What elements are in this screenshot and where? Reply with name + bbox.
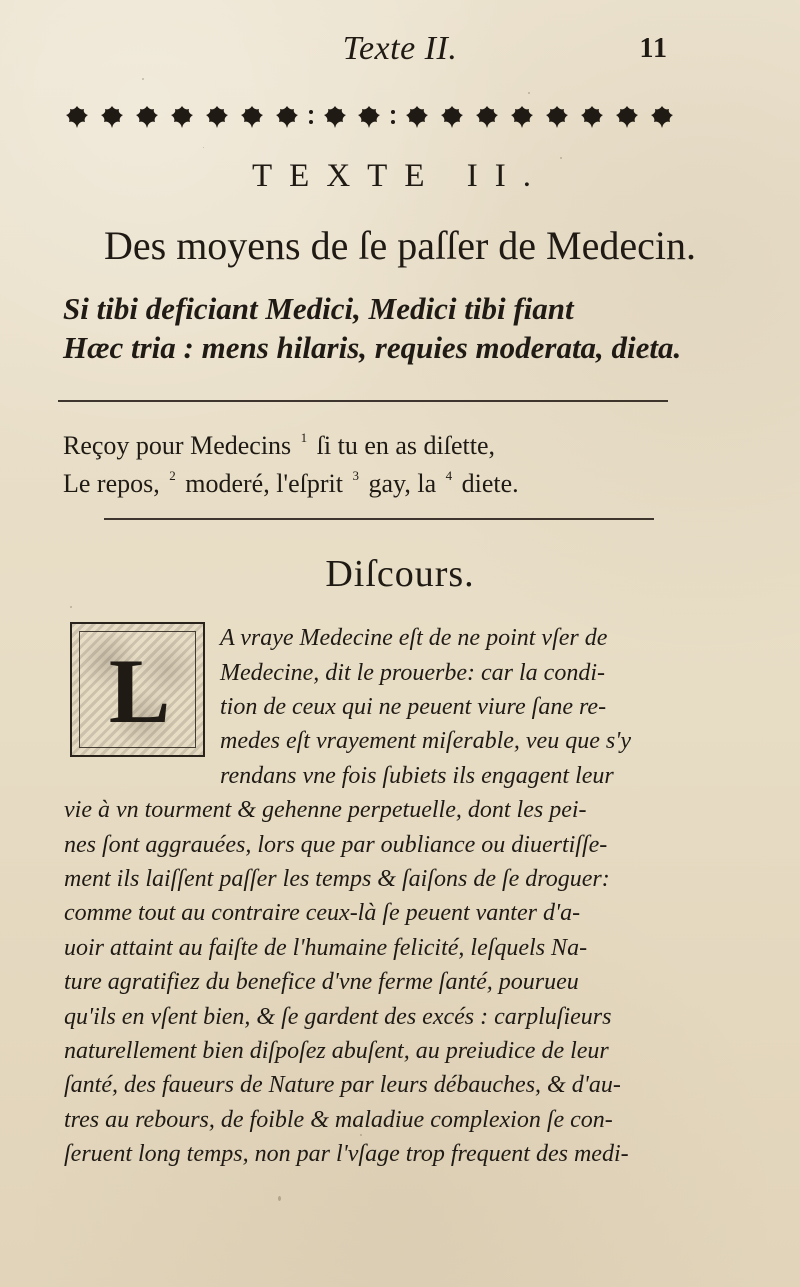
fleuron-icon [238, 103, 266, 131]
horizontal-rule [104, 518, 654, 520]
body-line: ment ils laiſſent paſſer les temps & ſaiſons de ſe droguer: [64, 866, 610, 892]
fleuron-icon [508, 103, 536, 131]
body-line: A vraye Medecine eſt de ne point vſer de [220, 625, 608, 651]
body-line: medes eſt vrayement miſerable, veu que s'y [220, 728, 631, 754]
body-line: tion de ceux qui ne peuent viure ſane re- [220, 694, 607, 720]
fleuron-icon [613, 103, 641, 131]
fleuron-icon [438, 103, 466, 131]
body-line: tres au rebours, de foible & maladiue complexion ſe con- [64, 1107, 613, 1133]
fleuron-icon [578, 103, 606, 131]
body-line: comme tout au contraire ceux-là ſe peuent vanter d'a- [64, 900, 581, 926]
section-subtitle: Des moyens de ſe paſſer de Medecin. [103, 223, 696, 268]
section-title: TEXTE II. [252, 158, 548, 194]
french-line1-end: ſi tu en as diſette, [316, 431, 496, 460]
body-line: ſeruent long temps, non par l'vſage trop frequent des medi- [64, 1141, 629, 1167]
body-line: Medecine, dit le prouerbe: car la condi- [220, 660, 605, 686]
body-line: ture agratifiez du benefice d'vne ferme ſanté, pourueu [64, 969, 579, 995]
ornament-separator [308, 108, 314, 126]
footnote-ref: 1 [300, 430, 308, 446]
fleuron-icon [273, 103, 301, 131]
footnote-ref: 4 [445, 468, 453, 484]
french-line2-middle: moderé, l'eſprit [185, 469, 343, 498]
ornament-band [63, 102, 676, 132]
latin-verse-line: Hæc tria : mens hilaris, requies moderata, dieta. [63, 330, 682, 365]
fleuron-icon [543, 103, 571, 131]
fleuron-icon [203, 103, 231, 131]
initial-letter: L [108, 640, 171, 742]
fleuron-icon [63, 103, 91, 131]
fleuron-icon [648, 103, 676, 131]
body-line: rendans vne fois ſubiets ils engagent leur [220, 763, 614, 789]
fleuron-icon [403, 103, 431, 131]
body-line: qu'ils en vſent bien, & ſe gardent des excés : carpluſieurs [64, 1004, 612, 1030]
fleuron-icon [133, 103, 161, 131]
body-line: ſanté, des faueurs de Nature par leurs débauches, & d'au- [64, 1072, 621, 1098]
french-line1-start: Reçoy pour Medecins [63, 431, 292, 460]
body-line: vie à vn tourment & gehenne perpetuelle, dont les pei- [64, 797, 587, 823]
page-number: 11 [639, 33, 668, 64]
paper-speck [142, 78, 144, 80]
footnote-ref: 3 [352, 468, 359, 484]
fleuron-icon [355, 103, 383, 131]
french-line2-end: diete. [461, 469, 519, 498]
fleuron-icon [168, 103, 196, 131]
paper-speck [528, 92, 530, 94]
running-header-title: Texte II. [342, 30, 458, 67]
discourse-title: Diſcours. [325, 553, 475, 595]
paper-speck [360, 1134, 362, 1136]
body-line: uoir attaint au faiſte de l'humaine felicité, leſquels Na- [64, 935, 588, 961]
ornament-separator [390, 108, 396, 126]
fleuron-icon [98, 103, 126, 131]
body-line: nes ſont aggrauées, lors que par oubliance ou diuertiſſe- [64, 832, 608, 858]
paper-speck [203, 147, 204, 148]
french-verse-line-2 [63, 470, 519, 499]
decorated-initial [70, 622, 205, 757]
fleuron-icon [473, 103, 501, 131]
french-line2-start: Le repos, [63, 469, 160, 498]
paper-speck [70, 606, 72, 608]
footnote-ref: 2 [169, 468, 176, 484]
body-line: naturellement bien diſpoſez abuſent, au preiudice de leur [64, 1038, 609, 1064]
french-line2-middle: gay, la [368, 469, 437, 498]
latin-verse-line: Si tibi deficiant Medici, Medici tibi fiant [63, 291, 574, 326]
french-verse-line-1 [63, 432, 495, 461]
fleuron-icon [321, 103, 349, 131]
paper-speck [278, 1196, 281, 1201]
horizontal-rule [58, 400, 668, 402]
